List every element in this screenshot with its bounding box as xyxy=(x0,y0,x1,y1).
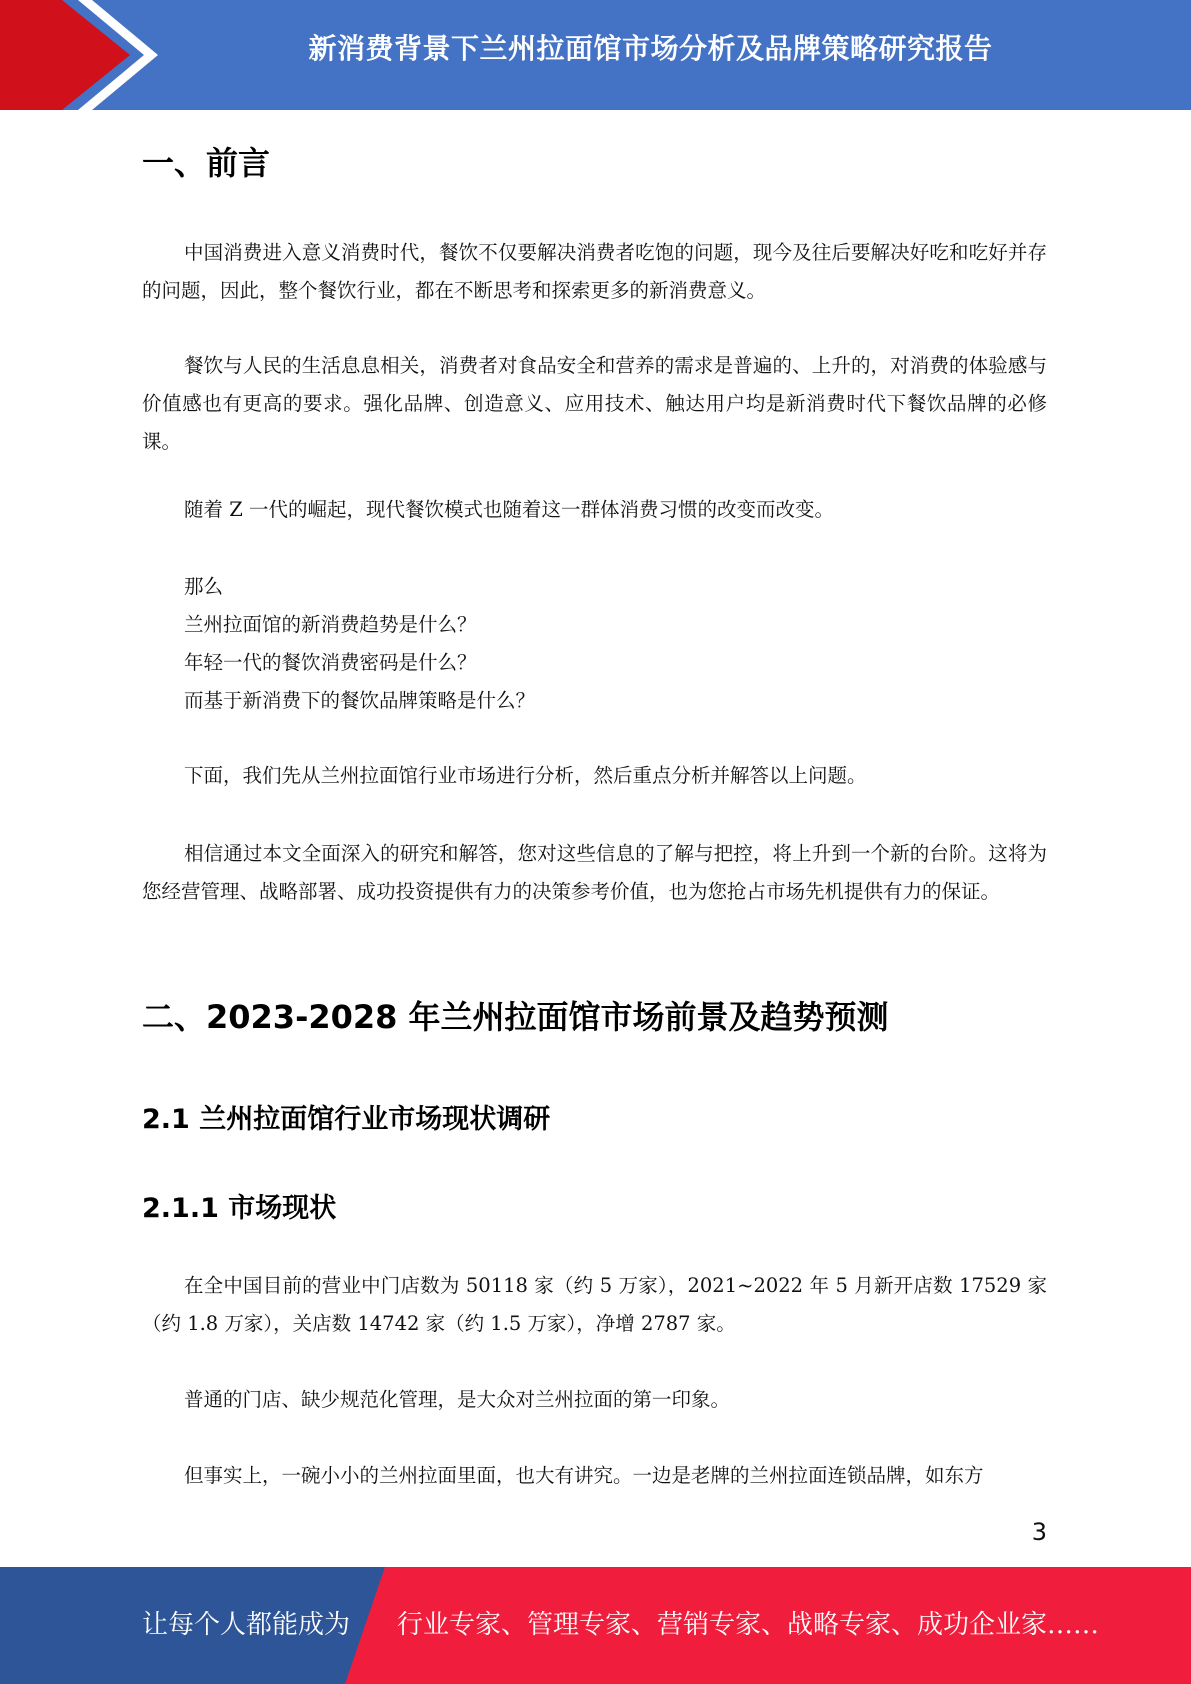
paragraph-1: 中国消费进入意义消费时代，餐饮不仅要解决消费者吃饱的问题，现今及往后要解决好吃和吃好并存的问题，因此，整个餐饮行业，都在不断思考和探索更多的新消费意义。 xyxy=(142,241,1047,302)
section-2-heading: 二、2023-2028 年兰州拉面馆市场前景及趋势预测 xyxy=(142,998,889,1036)
section-2-1-1-heading: 2.1.1 市场现状 xyxy=(142,1193,337,1224)
paragraph-6: 在全中国目前的营业中门店数为 50118 家（约 5 万家），2021~2022 年 5 月新开店数 17529 家（约 1.8 万家），关店数 14742 家（约 1.5 万家），净增 2787 家。 xyxy=(142,1274,1047,1335)
page-number: 3 xyxy=(1031,1518,1047,1546)
section-2-1-heading: 2.1 兰州拉面馆行业市场现状调研 xyxy=(142,1104,551,1135)
footer-slogan-left: 让每个人都能成为 xyxy=(142,1610,351,1640)
section-1-heading: 一、前言 xyxy=(142,144,271,182)
paragraph-5: 相信通过本文全面深入的研究和解答，您对这些信息的了解与把控，将上升到一个新的台阶。这将为您经营管理、战略部署、成功投资提供有力的决策参考价值，也为您抢占市场先机提供有力的保证。 xyxy=(142,842,1047,903)
paragraph-3: 随着 Z 一代的崛起，现代餐饮模式也随着这一群体消费习惯的改变而改变。 xyxy=(184,498,834,521)
footer-slogan-right: 行业专家、管理专家、营销专家、战略专家、成功企业家…… xyxy=(397,1610,1100,1640)
question-3: 而基于新消费下的餐饮品牌策略是什么？ xyxy=(184,689,536,712)
report-title: 新消费背景下兰州拉面馆市场分析及品牌策略研究报告 xyxy=(308,32,993,65)
footer-banner xyxy=(0,1567,1191,1684)
paragraph-8: 但事实上，一碗小小的兰州拉面里面，也大有讲究。一边是老牌的兰州拉面连锁品牌，如东方 xyxy=(184,1464,984,1487)
header-banner xyxy=(0,0,1191,110)
question-2: 年轻一代的餐饮消费密码是什么？ xyxy=(184,651,477,674)
question-intro: 那么 xyxy=(184,575,224,598)
paragraph-4: 下面，我们先从兰州拉面馆行业市场进行分析，然后重点分析并解答以上问题。 xyxy=(184,764,867,787)
question-1: 兰州拉面馆的新消费趋势是什么？ xyxy=(184,613,477,636)
paragraph-7: 普通的门店、缺少规范化管理，是大众对兰州拉面的第一印象。 xyxy=(184,1388,731,1411)
paragraph-2: 餐饮与人民的生活息息相关，消费者对食品安全和营养的需求是普遍的、上升的，对消费的体验感与价值感也有更高的要求。强化品牌、创造意义、应用技术、触达用户均是新消费时代下餐饮品牌的必修课。 xyxy=(142,354,1047,453)
